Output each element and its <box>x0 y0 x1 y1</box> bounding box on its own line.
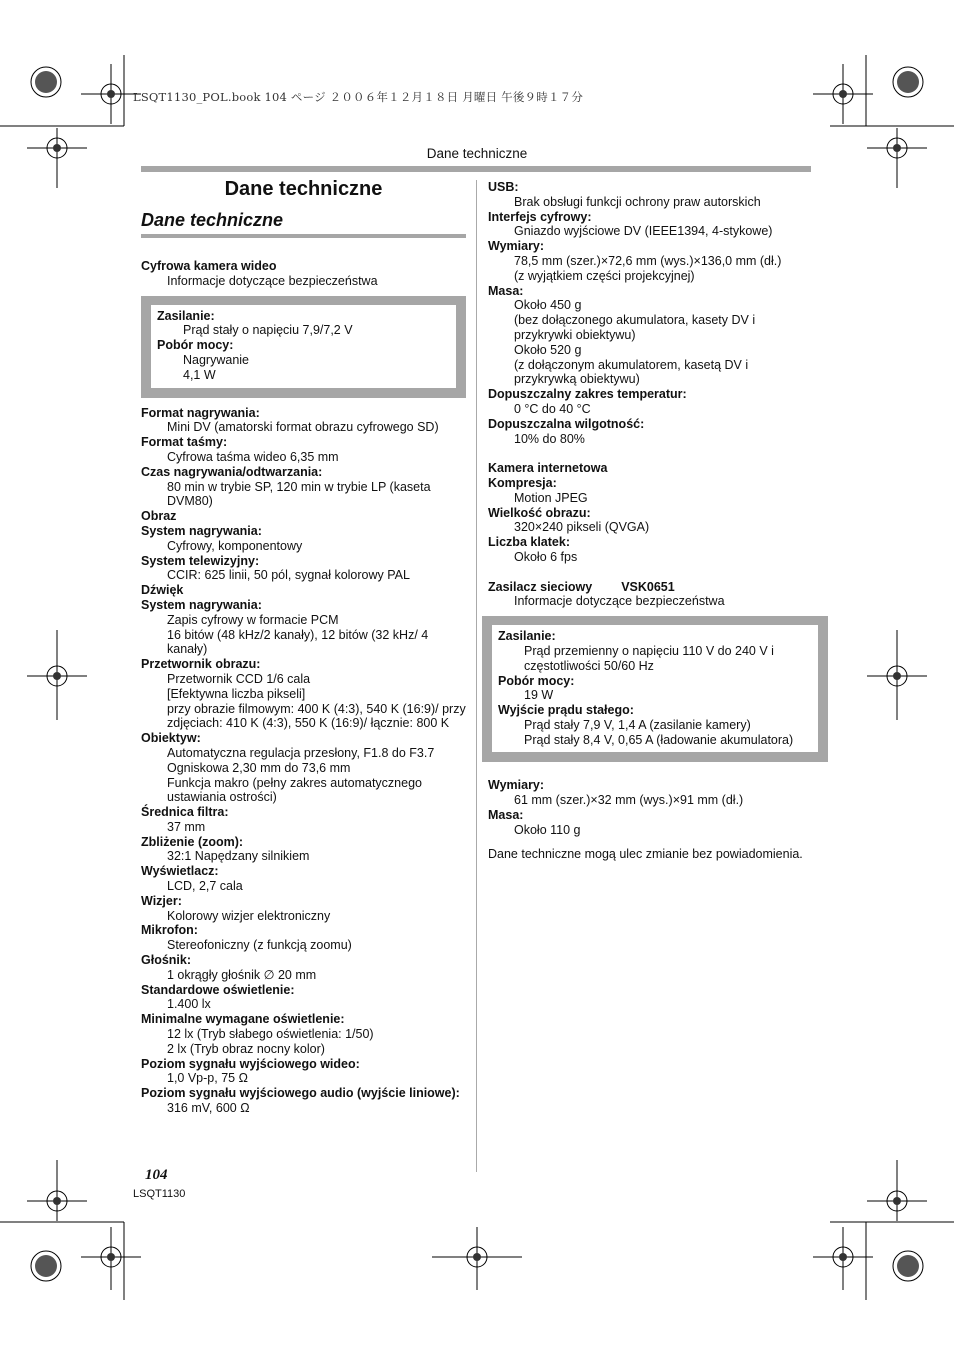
spec-label: USB: <box>488 180 519 194</box>
spec-value: 12 lx (Tryb słabego oświetlenia: 1/50) <box>167 1027 374 1042</box>
spec-value: Przetwornik CCD 1/6 cala <box>167 671 311 686</box>
power-value: Prąd stały o napięciu 7,9/7,2 V <box>183 323 353 338</box>
spec-value: LCD, 2,7 cala <box>167 879 243 894</box>
consumption-value: Nagrywanie <box>183 352 250 367</box>
spec-label: Poziom sygnału wyjściowego wideo: <box>141 1056 360 1071</box>
spec-value: Cyfrowa taśma wideo 6,35 mm <box>167 449 339 464</box>
section-title: Dane techniczne <box>141 210 284 230</box>
webcam-spec-list <box>488 476 813 565</box>
spec-value: 61 mm (szer.)×32 mm (wys.)×91 mm (dł.) <box>514 793 744 808</box>
model-code: LSQT1130 <box>133 1188 186 1200</box>
spec-label: Zbliżenie (zoom): <box>141 834 244 849</box>
spec-label: Mikrofon: <box>141 923 198 938</box>
top-rule <box>141 166 811 172</box>
spec-value: 1.400 lx <box>167 997 211 1012</box>
webcam-title: Kamera internetowa <box>488 461 608 476</box>
column-divider <box>476 180 477 1172</box>
spec-value: 320×240 pikseli (QVGA) <box>514 520 650 535</box>
spec-label: Liczba klatek: <box>488 535 570 550</box>
camera-safety: Informacje dotyczące bezpieczeństwa <box>167 273 378 288</box>
spec-label: Format nagrywania: <box>141 405 260 420</box>
spec-label: Poziom sygnału wyjściowego audio (wyjście liniowe): <box>141 1086 460 1101</box>
camera-spec-list-cont <box>488 180 813 446</box>
left-column <box>141 259 466 1116</box>
spec-value: przy obrazie filmowym: 400 K (4:3), 540 K (16:9)/ przy zdjęciach: 410 K (4:3), 550 K (16:9)/ łącznie: 800 K <box>167 701 466 731</box>
spec-value: 1,0 Vp-p, 75 Ω <box>167 1071 248 1086</box>
adapter-power-box <box>482 616 828 762</box>
spec-value: 16 bitów (48 kHz/2 kanały), 12 bitów (32 kHz/ 4 kanały) <box>167 627 429 657</box>
spec-value: 316 mV, 600 Ω <box>167 1101 250 1116</box>
camera-power-box <box>141 296 466 398</box>
adapter-title <box>488 580 813 595</box>
spec-label: Standardowe oświetlenie: <box>141 982 295 997</box>
power-label: Zasilanie: <box>157 308 215 323</box>
spec-label: Głośnik: <box>141 953 192 968</box>
main-title: Dane techniczne <box>224 178 383 200</box>
output-value: Prąd stały 7,9 V, 1,4 A (zasilanie kamery) <box>524 717 751 732</box>
output-value: Prąd stały 8,4 V, 0,65 A (ładowanie akumulatora) <box>524 732 794 747</box>
spec-value: Zapis cyfrowy w formacie PCM <box>167 612 339 627</box>
consumption-value: 4,1 W <box>183 367 216 382</box>
spec-value: CCIR: 625 linii, 50 pól, sygnał kolorowy PAL <box>167 568 410 583</box>
spec-value: Automatyczna regulacja przesłony, F1.8 do F3.7 <box>167 745 435 760</box>
spec-label: Obiektyw: <box>141 731 201 746</box>
spec-label: Dopuszczalna wilgotność: <box>488 416 645 431</box>
power-label: Zasilanie: <box>498 629 556 644</box>
spec-label: Czas nagrywania/odtwarzania: <box>141 464 323 479</box>
spec-label: Minimalne wymagane oświetlenie: <box>141 1012 345 1027</box>
right-column <box>488 180 813 861</box>
spec-value: Około 520 g <box>514 342 582 357</box>
spec-value: 80 min w trybie SP, 120 min w trybie LP (kaseta DVM80) <box>167 479 431 509</box>
spec-value: 10% do 80% <box>514 431 585 446</box>
adapter-safety: Informacje dotyczące bezpieczeństwa <box>514 594 725 609</box>
adapter-model: VSK0651 <box>621 579 675 594</box>
spec-label: System nagrywania: <box>141 523 262 538</box>
running-head: Dane techniczne <box>426 146 528 161</box>
consumption-label: Pobór mocy: <box>157 338 234 353</box>
spec-value: 2 lx (Tryb obraz nocny kolor) <box>167 1041 325 1056</box>
spec-value: (z wyjątkiem części projekcyjnej) <box>514 268 695 283</box>
spec-value: Motion JPEG <box>514 490 588 505</box>
adapter-title-text: Zasilacz sieciowy <box>488 579 593 594</box>
spec-label: System telewizyjny: <box>141 553 260 568</box>
spec-label: System nagrywania: <box>141 597 262 612</box>
spec-label: Kompresja: <box>488 475 557 490</box>
camera-title: Cyfrowa kamera wideo <box>141 259 277 273</box>
spec-label: Średnica filtra: <box>141 805 229 820</box>
spec-value: 1 okrągły głośnik ∅ 20 mm <box>167 967 317 982</box>
spec-value: Kolorowy wizjer elektroniczny <box>167 908 331 923</box>
spec-value: Gniazdo wyjściowe DV (IEEE1394, 4-stykowe) <box>514 224 773 239</box>
spec-label: Masa: <box>488 808 524 823</box>
spec-label: Format taśmy: <box>141 435 228 450</box>
spec-label: Wymiary: <box>488 778 545 793</box>
camera-spec-list <box>141 406 466 1116</box>
footnote: Dane techniczne mogą ulec zmianie bez powiadomienia. <box>488 846 803 861</box>
spec-value: (z dołączonym akumulatorem, kasetą DV i przykrywką obiektywu) <box>514 357 749 387</box>
print-header: LSQT1130_POL.book 104 ページ ２００６年１２月１８日 月曜日 午後９時１７分 <box>133 90 584 104</box>
page-number: 104 <box>145 1167 168 1183</box>
spec-value: [Efektywna liczba pikseli] <box>167 686 306 701</box>
spec-label: Dźwięk <box>141 583 184 598</box>
spec-value: Cyfrowy, komponentowy <box>167 538 303 553</box>
spec-value: Około 110 g <box>514 822 581 837</box>
spec-value: Około 450 g <box>514 298 582 313</box>
spec-label: Interfejs cyfrowy: <box>488 209 592 224</box>
spec-label: Wielkość obrazu: <box>488 505 591 520</box>
spec-value: (bez dołączonego akumulatora, kasety DV i przykrywki obiektywu) <box>514 313 756 342</box>
consumption-value: 19 W <box>524 688 554 703</box>
spec-value: Około 6 fps <box>514 549 578 564</box>
adapter-spec-list <box>488 778 813 837</box>
spec-label: Przetwornik obrazu: <box>141 657 261 672</box>
spec-value: 32:1 Napędzany silnikiem <box>167 849 310 864</box>
spec-value: Ogniskowa 2,30 mm do 73,6 mm <box>167 760 351 775</box>
spec-label: Wizjer: <box>141 893 182 908</box>
spec-label: Wymiary: <box>488 239 545 254</box>
spec-value: 37 mm <box>167 819 206 834</box>
spec-label: Wyświetlacz: <box>141 864 219 879</box>
spec-value: 0 °C do 40 °C <box>514 401 591 416</box>
spec-label: Dopuszczalny zakres temperatur: <box>488 387 687 402</box>
spec-value: Stereofoniczny (z funkcją zoomu) <box>167 938 352 953</box>
spec-value: Brak obsługi funkcji ochrony praw autorskich <box>514 194 761 209</box>
consumption-label: Pobór mocy: <box>498 673 575 688</box>
spec-value: 78,5 mm (szer.)×72,6 mm (wys.)×136,0 mm (dł.) <box>514 253 782 268</box>
spec-value: Funkcja makro (pełny zakres automatycznego ustawiania ostrości) <box>167 775 422 805</box>
power-value: Prąd przemienny o napięciu 110 V do 240 V i częstotliwości 50/60 Hz <box>524 643 774 673</box>
output-label: Wyjście prądu stałego: <box>498 703 634 718</box>
spec-label: Masa: <box>488 283 524 298</box>
spec-label: Obraz <box>141 509 177 524</box>
section-rule <box>141 234 466 238</box>
spec-value: Mini DV (amatorski format obrazu cyfrowego SD) <box>167 420 439 435</box>
